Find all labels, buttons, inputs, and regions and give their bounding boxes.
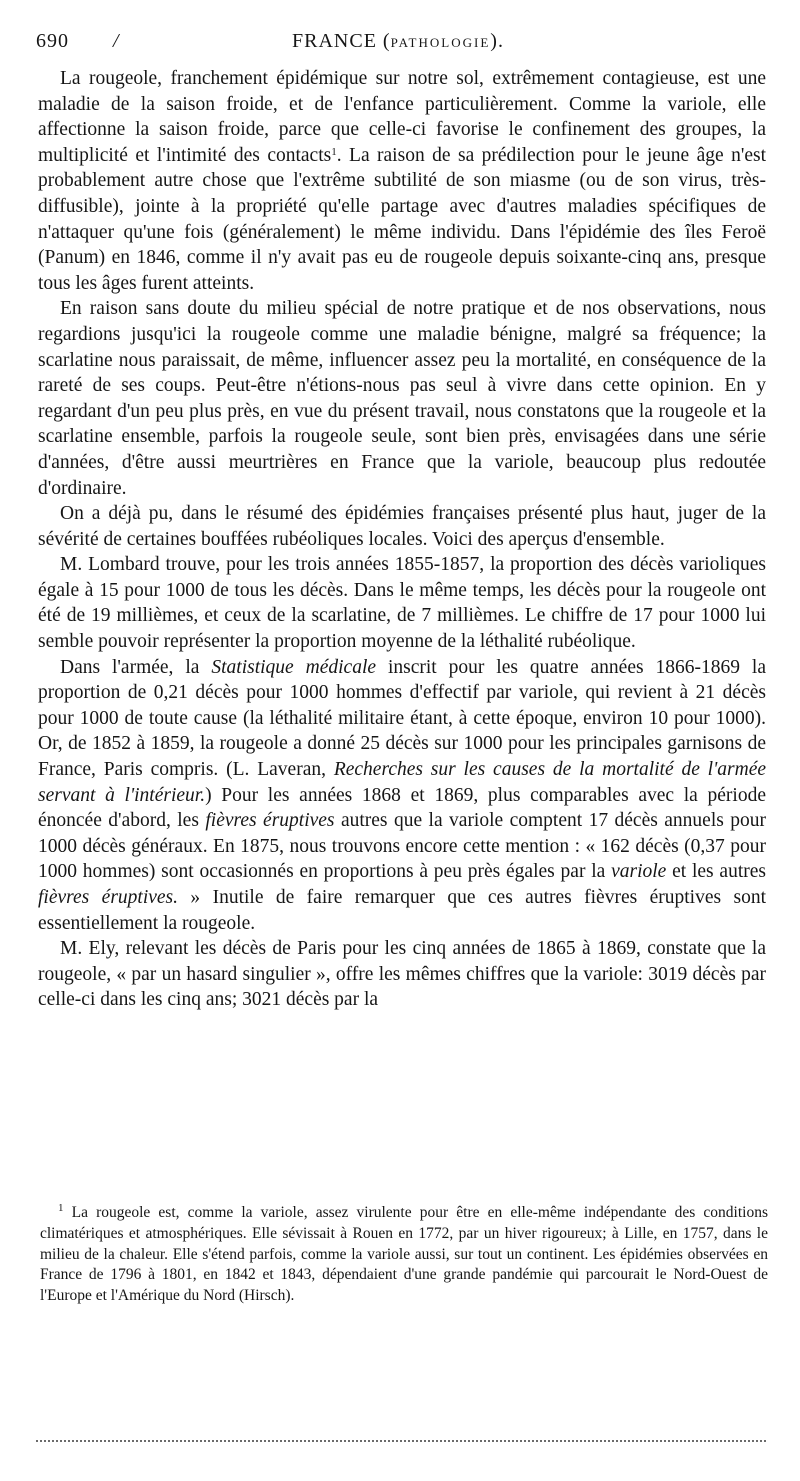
paragraph-5: Dans l'armée, la Statistique médicale inscrit pour les quatre années 1866-1869 la proportion de 0,21 décès pour 1000 hommes d'effectif par variole, qui revient à 21 décès pour 1000 de toute cause (la léthalité militaire étant, à cette époque, environ 10 pour 1000). Or, de 1852 à 1859, la rougeole a donné 25 décès sur 1000 pour les principales garnisons de France, Paris compris. (L. Laveran, Recherches sur les causes de la mortalité de l'armée servant à l'intérieur.) Pour les années 1868 et 1869, plus comparables avec la période énoncée d'abord, les fièvres éruptives autres que la variole comptent 17 décès annuels pour 1000 décès généraux. En 1875, nous trouvons encore cette mention : « 162 décès (0,37 pour 1000 hommes) sont occasionnés en proportions à peu près égales par la variole et les autres fièvres éruptives. » Inutile de faire remarquer que ces autres fièvres éruptives sont essentiellement la rougeole. [38, 656, 767, 934]
body-text [38, 66, 766, 1013]
bottom-dotted-rule [36, 1440, 766, 1444]
paragraph-1: La rougeole, franchement épidémique sur notre sol, extrêmement contagieuse, est une maladie de la saison froide, et de l'enfance particulièrement. Comme la variole, elle affectionne la saison froide, parce que celle-ci favorise le confinement des groupes, la multiplicité et l'intimité des contacts$^1$. La raison de sa prédilection pour le jeune âge n'est probablement autre chose que l'extrême subtilité de son miasme (ou de son virus, très-diffusible), jointe à la propriété qu'elle partage avec d'autres maladies spécifiques de n'attaquer qu'une fois (généralement) le même individu. Dans l'épidémie des îles Feroë (Panum) en 1846, comme il n'y avait pas eu de rougeole depuis soixante-cinq ans, presque tous les âges furent atteints. [38, 68, 767, 294]
paragraph-4: M. Lombard trouve, pour les trois années 1855-1857, la proportion des décès varioliques égale à 15 pour 1000 de tous les décès. Dans le même temps, les décès pour la rougeole ont été de 19 millièmes, et ceux de la scarlatine, de 7 millièmes. Le chiffre de 17 pour 1000 lui semble pouvoir représenter la proportion moyenne de la léthalité rubéolique. [38, 554, 766, 653]
paragraph-6: M. Ely, relevant les décès de Paris pour les cinq années de 1865 à 1869, constate que la rougeole, « par un hasard singulier », offre les mêmes chiffres que la variole: 3019 décès par celle-ci dans les cinq ans; 3021 décès par la [38, 938, 766, 1011]
paragraph-3: On a déjà pu, dans le résumé des épidémies françaises présenté plus haut, juger de la sévérité de certaines bouffées rubéoliques locales. Voici des aperçus d'ensemble. [38, 503, 766, 550]
running-title: FRANCE (PATHOLOGIE). [292, 30, 504, 52]
page-number: 690 [36, 30, 69, 52]
page-header [36, 30, 782, 58]
footnote-ref[interactable]: 1 [331, 145, 337, 158]
footnote [40, 1203, 768, 1307]
footnote-number: 1 [58, 1202, 64, 1214]
paragraph-2: En raison sans doute du milieu spécial de notre pratique et de nos observations, nous regardions jusqu'ici la rougeole comme une maladie bénigne, malgré sa fréquence; la scarlatine nous paraissait, de même, influencer assez peu la mortalité, en conséquence de la rareté de ses coups. Peut-être n'étions-nous pas seul à vivre dans cette opinion. En y regardant d'un peu plus près, en vue du présent travail, nous constatons que la rougeole et la scarlatine ensemble, parfois la rougeole seule, sont bien près, envisagées dans une série d'années, d'être aussi meurtrières en France que la variole, beaucoup plus redoutée d'ordinaire. [38, 298, 766, 499]
margin-mark: / [113, 30, 120, 52]
footnote-text: La rougeole est, comme la variole, assez virulente pour être en elle-même indépendante des conditions climatériques et atmosphériques. Elle sévissait à Rouen en 1772, par un hiver rigoureux; à Lille, en 1757, dans le milieu de la chaleur. Elle s'étend parfois, comme la variole aussi, sur tout un continent. Les épidémies observées en France de 1796 à 1801, en 1842 et 1843, dépendaient d'une grande pandémie qui parcourait le Nord-Ouest de l'Europe et l'Amérique du Nord (Hirsch). [40, 1204, 768, 1305]
